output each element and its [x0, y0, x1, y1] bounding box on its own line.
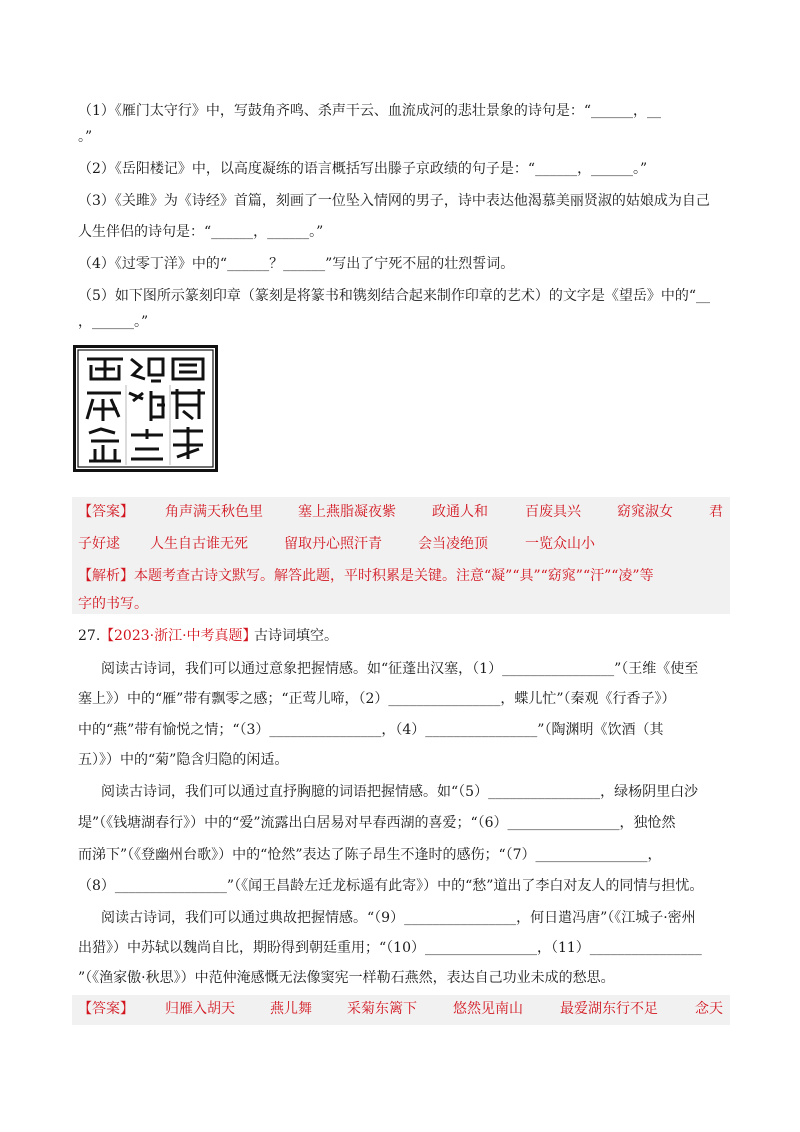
answer-item: 留取丹心照汗青 [284, 536, 382, 552]
q26-line-5-cont: ，______。” [78, 314, 149, 330]
answer-item: 塞上燕脂凝夜紫 [298, 504, 396, 520]
answer-item: 人生自古谁无死 [150, 536, 248, 552]
question-number: 27. [78, 628, 101, 644]
q27-para-line: 阅读古诗词，我们可以通过意象把握情感。如“征蓬出汉塞，（1）________________”（王维《使至 [101, 661, 699, 677]
q27-para-line: 出猎》）中苏轼以魏尚自比，期盼得到朝廷重用；“（10）________________，（11）________________ [78, 940, 702, 956]
answer-label: 【答案】 [78, 504, 134, 520]
q26-line-1: （1）《雁门太守行》中，写鼓角齐鸣、杀声干云、血流成河的悲壮景象的诗句是：“______，__ [78, 103, 662, 119]
answer-item: 念天 [695, 1001, 723, 1017]
answer-item: 燕儿舞 [270, 1001, 312, 1017]
analysis-label: 【解析】 [78, 568, 134, 584]
answer-item: 最爱湖东行不足 [560, 1001, 658, 1017]
q27-para-line: 堤”（《钱塘湖春行》）中的“爱”流露出白居易对早春西湖的喜爱；“（6）________________，独怆然 [78, 815, 676, 831]
q26-line-3: （3）《关雎》为《诗经》首篇，刻画了一位坠入情网的男子，诗中表达他渴慕美丽贤淑的姑娘成为自己 [78, 193, 710, 209]
answer-item: 角声满天秋色里 [165, 504, 263, 520]
q26-line-1-cont: 。” [78, 129, 93, 145]
q27-para-line: 阅读古诗词，我们可以通过直抒胸臆的词语把握情感。如“（5）________________，绿杨阴里白沙 [101, 784, 699, 800]
q27-para-line: ”（《渔家傲·秋思》）中范仲淹感慨无法像窦宪一样勒石燕然，表达自己功业未成的愁思。 [78, 970, 615, 986]
answer-item: 君 [709, 504, 723, 520]
q26-line-3-cont: 人生伴侣的诗句是：“______，______。” [78, 224, 324, 240]
q27-para-line: 中的“燕”带有愉悦之情；“（3）________________，（4）________________”（陶渊明《饮酒（其 [78, 722, 664, 738]
question-source: 【2023·浙江·中考真题】 [100, 628, 257, 644]
q26-line-4: （4）《过零丁洋》中的“______？______”写出了宁死不屈的壮烈誓词。 [78, 256, 515, 272]
answer-item: 百废具兴 [525, 504, 581, 520]
q27-para-line: 阅读古诗词，我们可以通过典故把握情感。“（9）________________，何日遣冯唐”（《江城子·密州 [101, 910, 696, 926]
analysis-text-cont: 字的书写。 [78, 596, 148, 612]
answer-item: 一览众山小 [525, 536, 595, 552]
answer-item: 采菊东篱下 [347, 1001, 417, 1017]
answer-item: 归雁入胡天 [165, 1001, 235, 1017]
q26-line-5: （5）如下图所示篆刻印章（篆刻是将篆书和镌刻结合起来制作印章的艺术）的文字是《望岳》中的“__ [78, 288, 711, 304]
q27-para-line: （8）________________”（《闻王昌龄左迁龙标遥有此寄》）中的“愁”道出了李白对友人的同情与担忧。 [78, 878, 704, 894]
answer-item: 政通人和 [432, 504, 488, 520]
seal-image [73, 345, 218, 472]
q27-para-line: 五）》）中的“菊”隐含归隐的闲适。 [78, 752, 289, 768]
q27-para-line: 而涕下”（《登幽州台歌》）中的“怆然”表达了陈子昂生不逢时的感伤；“（7）________________， [78, 847, 662, 863]
answer-item: 会当凌绝顶 [418, 536, 488, 552]
analysis-text: 本题考查古诗文默写。解答此题，平时积累是关键。注意“凝”“具”“窈窕”“汗”“凌”等 [134, 568, 654, 584]
answer-item: 子好逑 [78, 536, 120, 552]
answer-item: 窈窕淑女 [617, 504, 673, 520]
question-instruction: 古诗词填空。 [254, 628, 338, 644]
answer-label: 【答案】 [78, 1001, 134, 1017]
answer-item: 悠然见南山 [453, 1001, 523, 1017]
q26-line-2: （2）《岳阳楼记》中，以高度凝练的语言概括写出滕子京政绩的句子是：“______，______。” [78, 161, 648, 177]
q27-para-line: 塞上》）中的“雁”带有飘零之感；“正莺儿啼，（2）________________，蝶儿忙”（秦观《行香子》） [78, 691, 676, 707]
